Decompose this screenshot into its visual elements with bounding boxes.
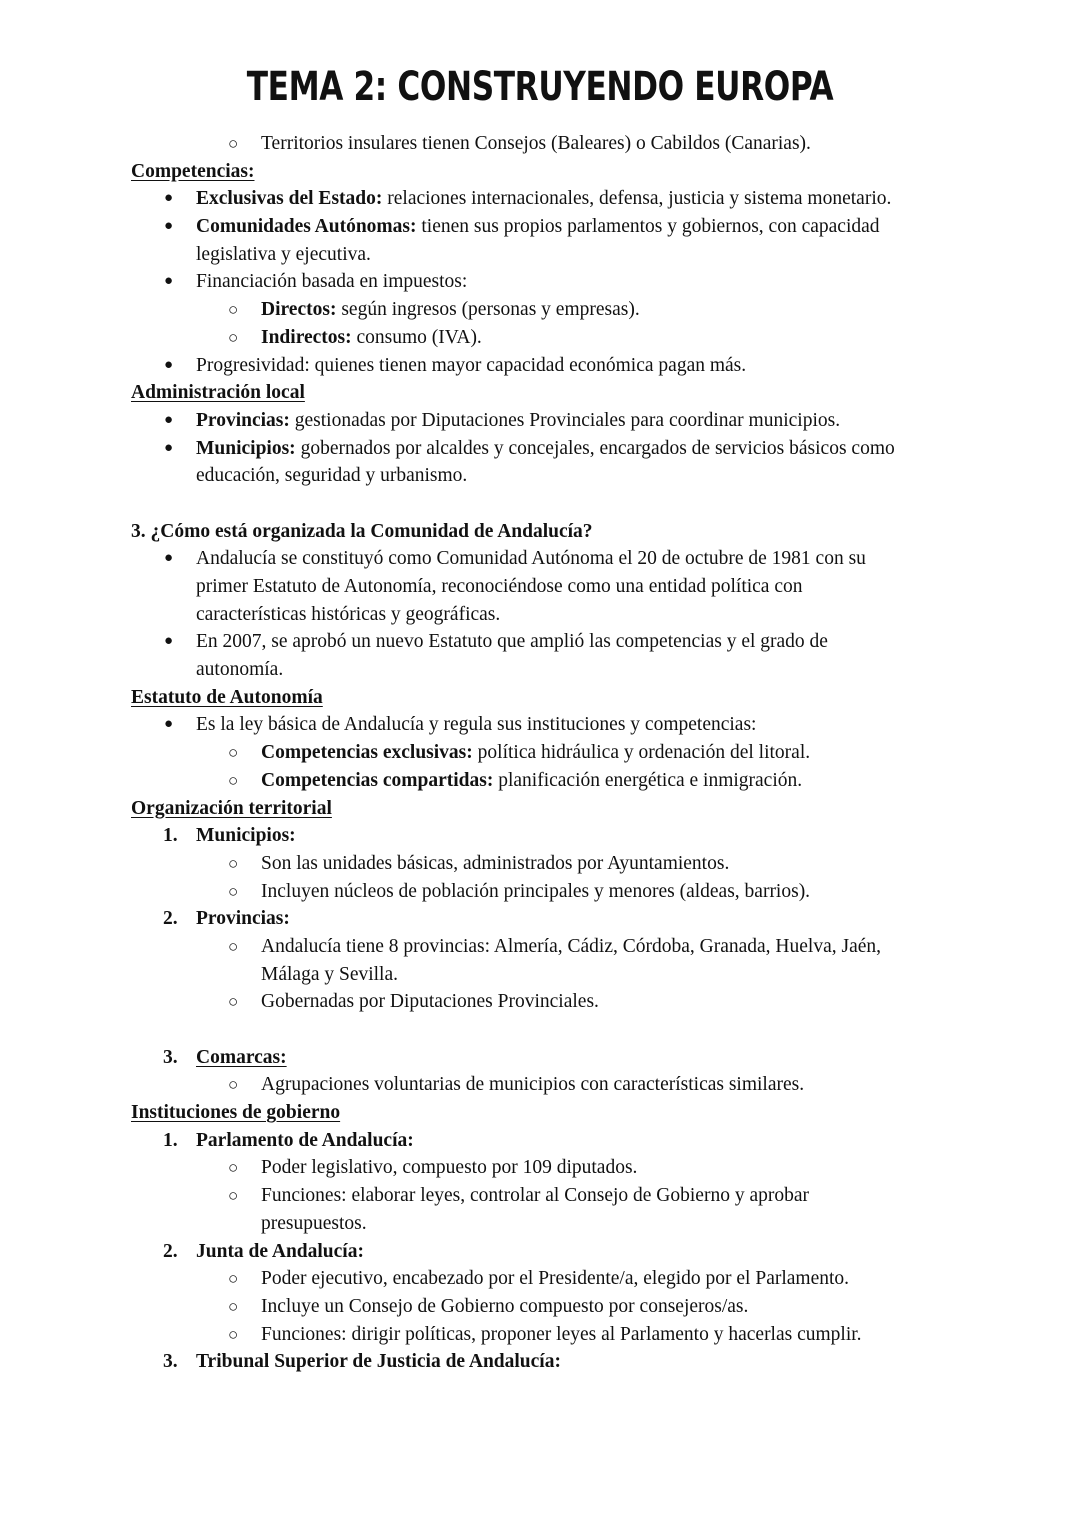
list-item: ○ Son las unidades básicas, administrados por Ayuntamientos.: [0, 850, 1080, 878]
hollow-bullet-icon: ○: [228, 1075, 239, 1095]
list-item: ○ Funciones: elaborar leyes, controlar al Consejo de Gobierno y aprobar: [0, 1182, 1080, 1210]
hollow-bullet-icon: ○: [228, 881, 239, 901]
section-heading-3: 3. ¿Cómo está organizada la Comunidad de Andalucía?: [131, 520, 593, 542]
section-heading-admin-local: Administración local: [131, 382, 305, 404]
bullet-icon: ●: [164, 439, 174, 456]
bullet-icon: ●: [164, 633, 174, 650]
list-item: ● Municipios: gobernados por alcaldes y concejales, encargados de servicios básicos como: [0, 435, 1080, 463]
hollow-bullet-icon: ○: [228, 936, 239, 956]
hollow-bullet-icon: ○: [228, 1158, 239, 1178]
numbered-item: 1. Parlamento de Andalucía:: [163, 1129, 414, 1151]
list-item: ● Andalucía se constituyó como Comunidad Autónoma el 20 de octubre de 1981 con su: [0, 545, 1080, 573]
list-item: ● Comunidades Autónomas: tienen sus propios parlamentos y gobiernos, con capacidad: [0, 213, 1080, 241]
page-title: TEMA 2: CONSTRUYENDO EUROPA: [246, 64, 834, 110]
hollow-bullet-icon: ○: [228, 327, 239, 347]
numbered-item: 2. Provincias:: [163, 908, 290, 930]
list-item: ● Financiación basada en impuestos:: [0, 268, 1080, 296]
numbered-item: 1. Municipios:: [163, 825, 296, 847]
list-item-continuation: Málaga y Sevilla.: [261, 963, 399, 985]
bullet-icon: ●: [164, 550, 174, 567]
hollow-bullet-icon: ○: [228, 853, 239, 873]
spacer: [0, 490, 1080, 518]
list-item: ● Progresividad: quienes tienen mayor capacidad económica pagan más.: [0, 352, 1080, 380]
bullet-icon: ●: [164, 190, 174, 207]
list-item-continuation: educación, seguridad y urbanismo.: [196, 465, 468, 487]
hollow-bullet-icon: ○: [228, 134, 239, 153]
list-item: ○ Competencias compartidas: planificación energética e inmigración.: [0, 767, 1080, 795]
list-item-continuation: legislativa y ejecutiva.: [196, 243, 371, 265]
list-item: ● Exclusivas del Estado: relaciones internacionales, defensa, justicia y sistema monetario.: [0, 185, 1080, 213]
hollow-bullet-icon: ○: [228, 743, 239, 763]
list-item: ● Es la ley básica de Andalucía y regula sus instituciones y competencias:: [0, 711, 1080, 739]
document-body: [0, 130, 1080, 1376]
list-item: ○ Funciones: dirigir políticas, proponer leyes al Parlamento y hacerlas cumplir.: [0, 1321, 1080, 1349]
list-item: ● Provincias: gestionadas por Diputaciones Provinciales para coordinar municipios.: [0, 407, 1080, 435]
hollow-bullet-icon: ○: [228, 992, 239, 1012]
list-item-continuation: características históricas y geográficas.: [196, 603, 501, 625]
spacer: [0, 1016, 1080, 1044]
list-item-continuation: autonomía.: [196, 659, 284, 681]
bullet-icon: ●: [164, 218, 174, 235]
list-item: ○ Territorios insulares tienen Consejos (Baleares) o Cabildos (Canarias).: [0, 130, 1080, 158]
list-item: ○ Gobernadas por Diputaciones Provinciales.: [0, 988, 1080, 1016]
section-heading-organizacion: Organización territorial: [131, 797, 332, 819]
hollow-bullet-icon: ○: [228, 770, 239, 790]
hollow-bullet-icon: ○: [228, 1269, 239, 1289]
section-heading-instituciones: Instituciones de gobierno: [131, 1102, 341, 1124]
bullet-icon: ●: [164, 716, 174, 733]
list-item: ○ Poder ejecutivo, encabezado por el Presidente/a, elegido por el Parlamento.: [0, 1265, 1080, 1293]
numbered-item: 3. Tribunal Superior de Justicia de Andalucía:: [163, 1351, 561, 1373]
list-item-continuation: primer Estatuto de Autonomía, reconociéndose como una entidad política con: [196, 576, 803, 597]
hollow-bullet-icon: ○: [228, 1324, 239, 1344]
hollow-bullet-icon: ○: [228, 1296, 239, 1316]
numbered-item: 2. Junta de Andalucía:: [163, 1240, 364, 1262]
list-item: ○ Andalucía tiene 8 provincias: Almería, Cádiz, Córdoba, Granada, Huelva, Jaén,: [0, 933, 1080, 961]
list-item: ○ Incluyen núcleos de población principales y menores (aldeas, barrios).: [0, 878, 1080, 906]
section-heading-competencias: Competencias:: [131, 160, 255, 182]
list-item-continuation: presupuestos.: [261, 1212, 367, 1234]
bullet-icon: ●: [164, 273, 174, 290]
bullet-icon: ●: [164, 411, 174, 428]
list-item: ○ Competencias exclusivas: política hidráulica y ordenación del litoral.: [0, 739, 1080, 767]
list-item: ○ Directos: según ingresos (personas y empresas).: [0, 296, 1080, 324]
list-item: ○ Poder legislativo, compuesto por 109 diputados.: [0, 1154, 1080, 1182]
list-item: ○ Indirectos: consumo (IVA).: [0, 324, 1080, 352]
list-item: ○ Agrupaciones voluntarias de municipios con características similares.: [0, 1071, 1080, 1099]
section-heading-estatuto: Estatuto de Autonomía: [131, 686, 323, 708]
numbered-item: 3. Comarcas:: [163, 1046, 287, 1068]
hollow-bullet-icon: ○: [228, 1186, 239, 1206]
bullet-icon: ●: [164, 356, 174, 373]
list-item: ● En 2007, se aprobó un nuevo Estatuto que amplió las competencias y el grado de: [0, 628, 1080, 656]
hollow-bullet-icon: ○: [228, 300, 239, 320]
list-item: ○ Incluye un Consejo de Gobierno compuesto por consejeros/as.: [0, 1293, 1080, 1321]
